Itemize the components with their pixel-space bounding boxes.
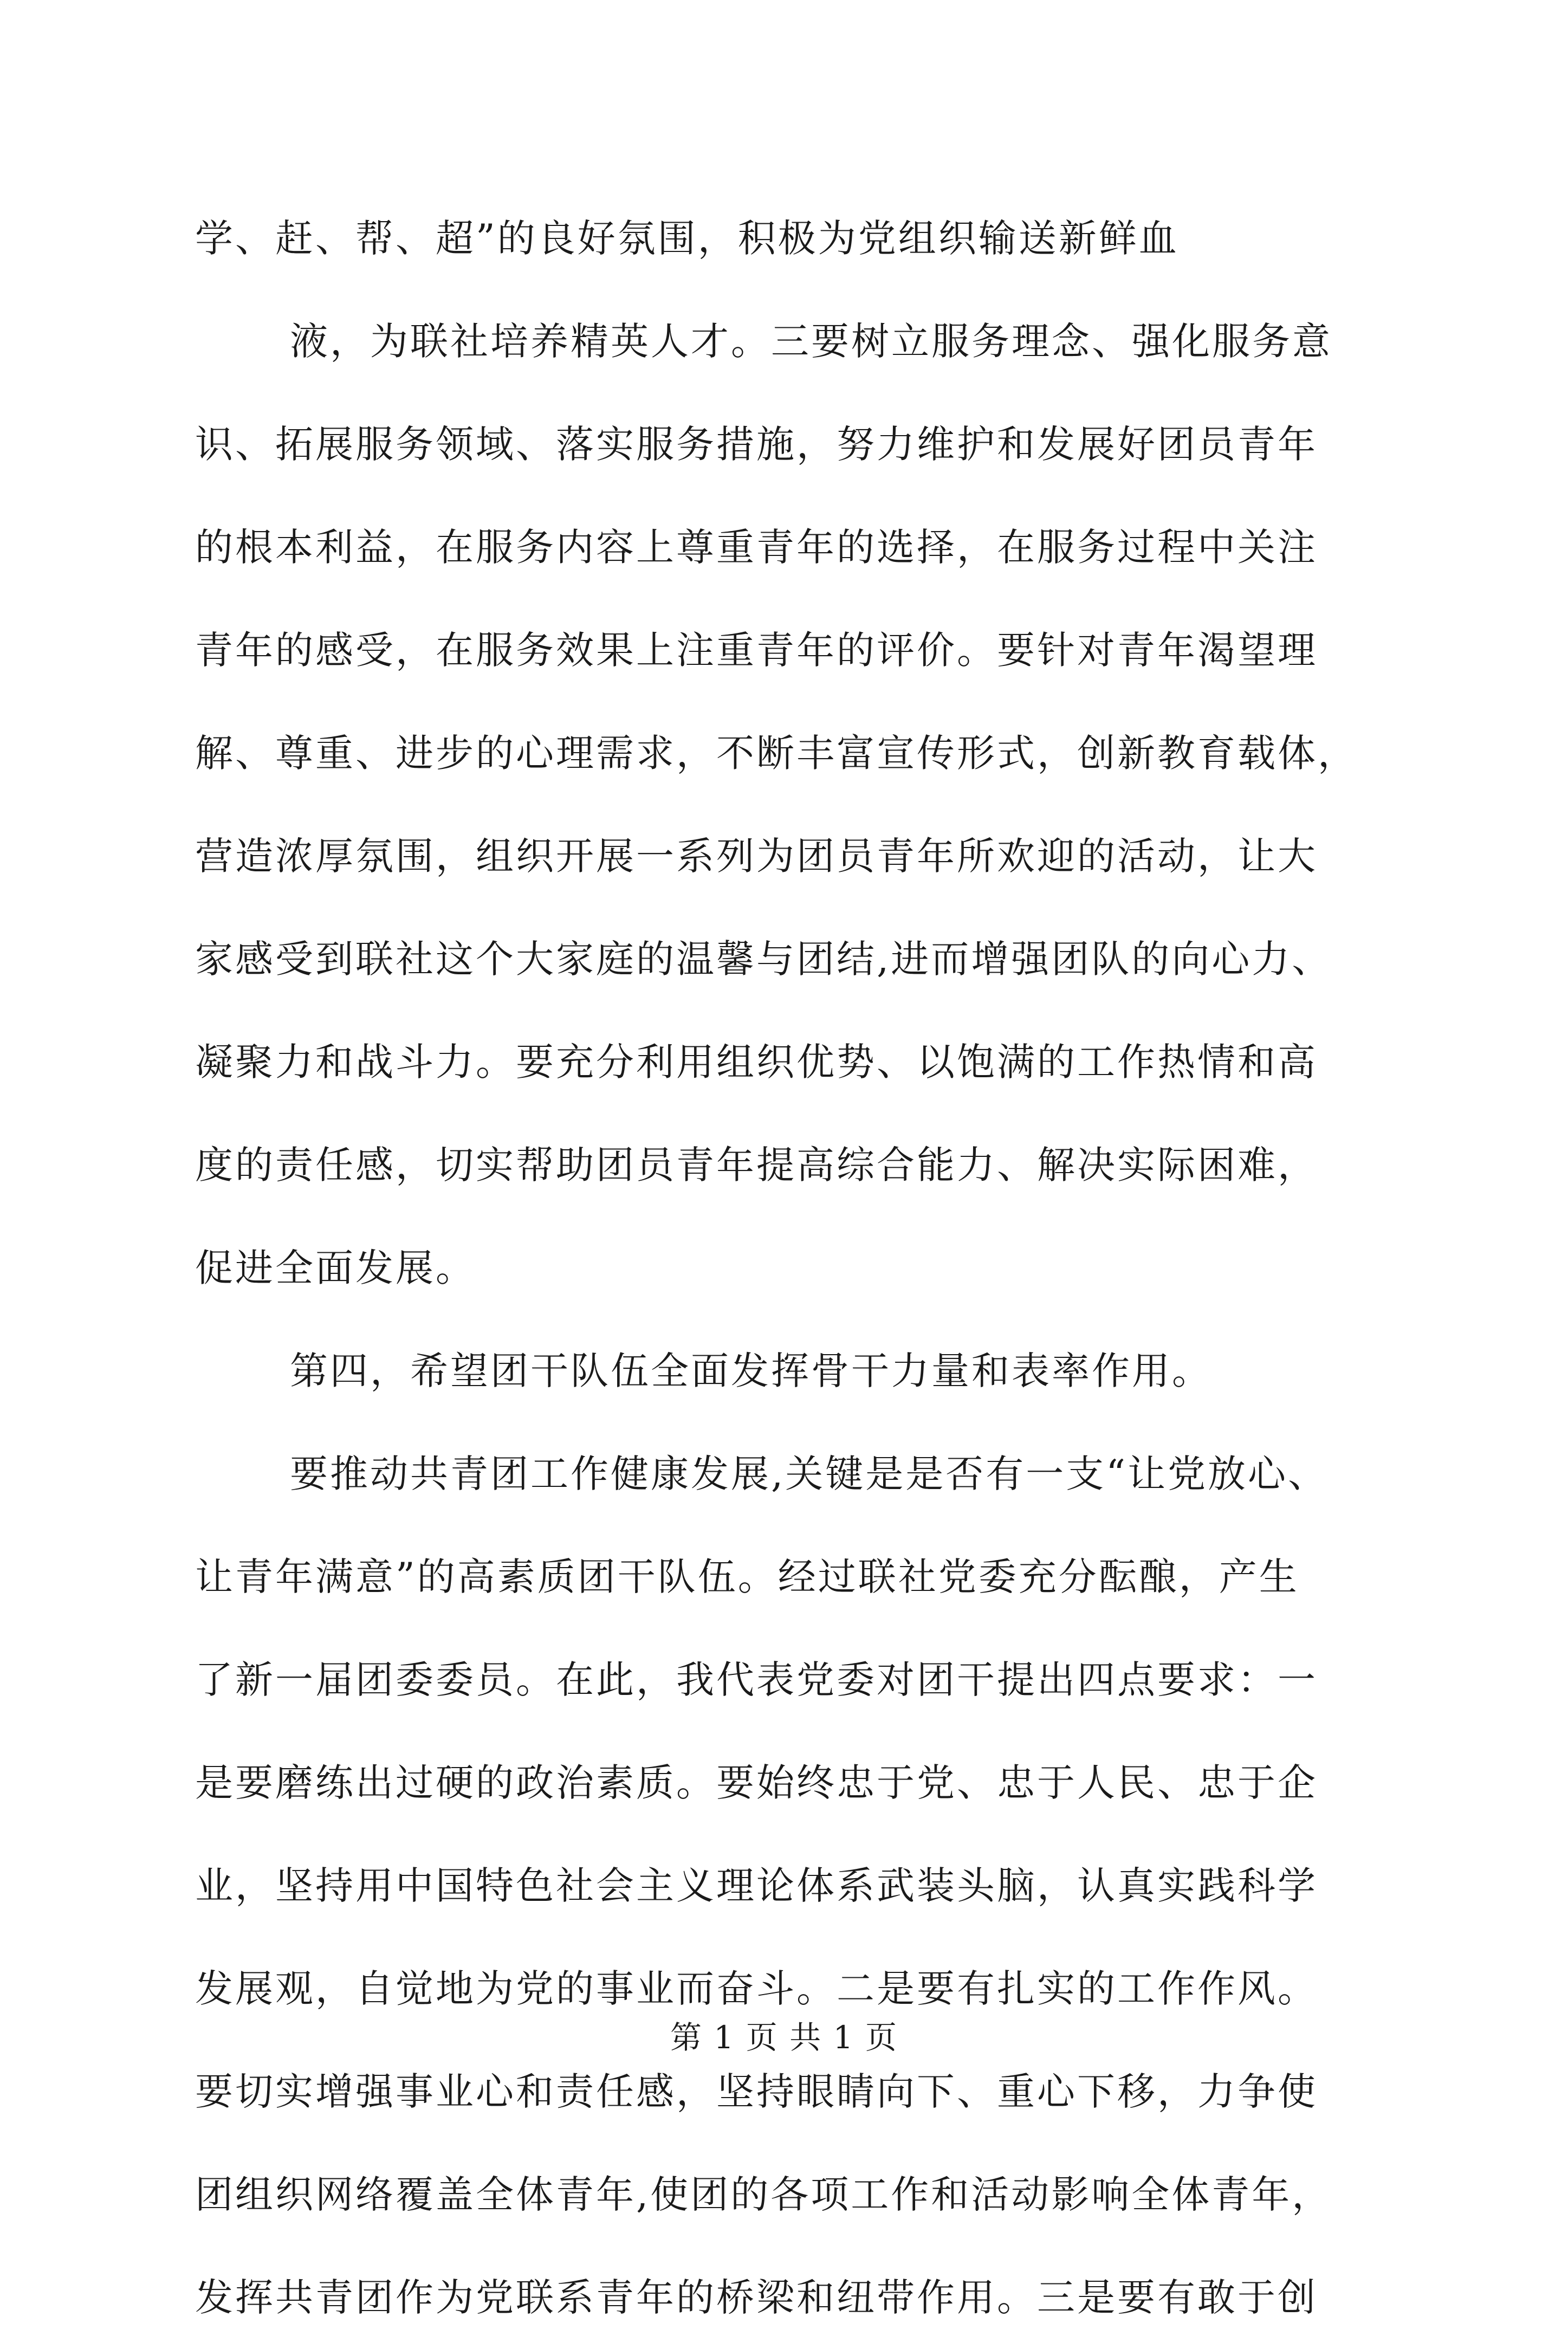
text-line: 学、赶、帮、超”的良好氛围，积极为党组织输送新鲜血: [195, 216, 1179, 261]
text-line: 第四，希望团干队伍全面发挥骨干力量和表率作用。: [290, 1349, 1212, 1393]
text-line: 让青年满意”的高素质团干队伍。经过联社党委充分酝酿，产生: [195, 1555, 1299, 1599]
text-line: 青年的感受，在服务效果上注重青年的评价。要针对青年渴望理: [195, 628, 1318, 672]
text-line: 的根本利益，在服务内容上尊重青年的选择，在服务过程中关注: [195, 525, 1318, 570]
text-line: 团组织网络覆盖全体青年,使团的各项工作和活动影响全体青年，: [195, 2172, 1332, 2217]
text-line: 要推动共青团工作健康发展,关键是是否有一支“让党放心、: [290, 1452, 1329, 1496]
text-line: 度的责任感，切实帮助团员青年提高综合能力、解决实际困难，: [195, 1143, 1318, 1187]
text-line: 家感受到联社这个大家庭的温馨与团结,进而增强团队的向心力、: [195, 937, 1332, 981]
text-line: 识、拓展服务领域、落实服务措施，努力维护和发展好团员青年: [195, 422, 1318, 467]
text-line: 业，坚持用中国特色社会主义理论体系武装头脑，认真实践科学: [195, 1863, 1318, 1908]
text-line: 营造浓厚氛围，组织开展一系列为团员青年所欢迎的活动，让大: [195, 834, 1318, 878]
text-line: 了新一届团委委员。在此，我代表党委对团干提出四点要求：一: [195, 1658, 1318, 1702]
text-line: 发展观，自觉地为党的事业而奋斗。二是要有扎实的工作作风。: [195, 1966, 1318, 2011]
text-line: 促进全面发展。: [195, 1246, 476, 1290]
page-footer: 第 1 页 共 1 页: [670, 2019, 898, 2056]
text-line: 发挥共青团作为党联系青年的桥梁和纽带作用。三是要有敢于创: [195, 2275, 1318, 2320]
text-line: 凝聚力和战斗力。要充分利用组织优势、以饱满的工作热情和高: [195, 1040, 1318, 1084]
text-line: 是要磨练出过硬的政治素质。要始终忠于党、忠于人民、忠于企: [195, 1761, 1318, 1805]
text-line: 液，为联社培养精英人才。三要树立服务理念、强化服务意: [290, 319, 1332, 364]
text-line: 解、尊重、进步的心理需求，不断丰富宣传形式，创新教育载体，: [195, 731, 1358, 775]
text-line: 要切实增强事业心和责任感，坚持眼睛向下、重心下移，力争使: [195, 2069, 1318, 2114]
